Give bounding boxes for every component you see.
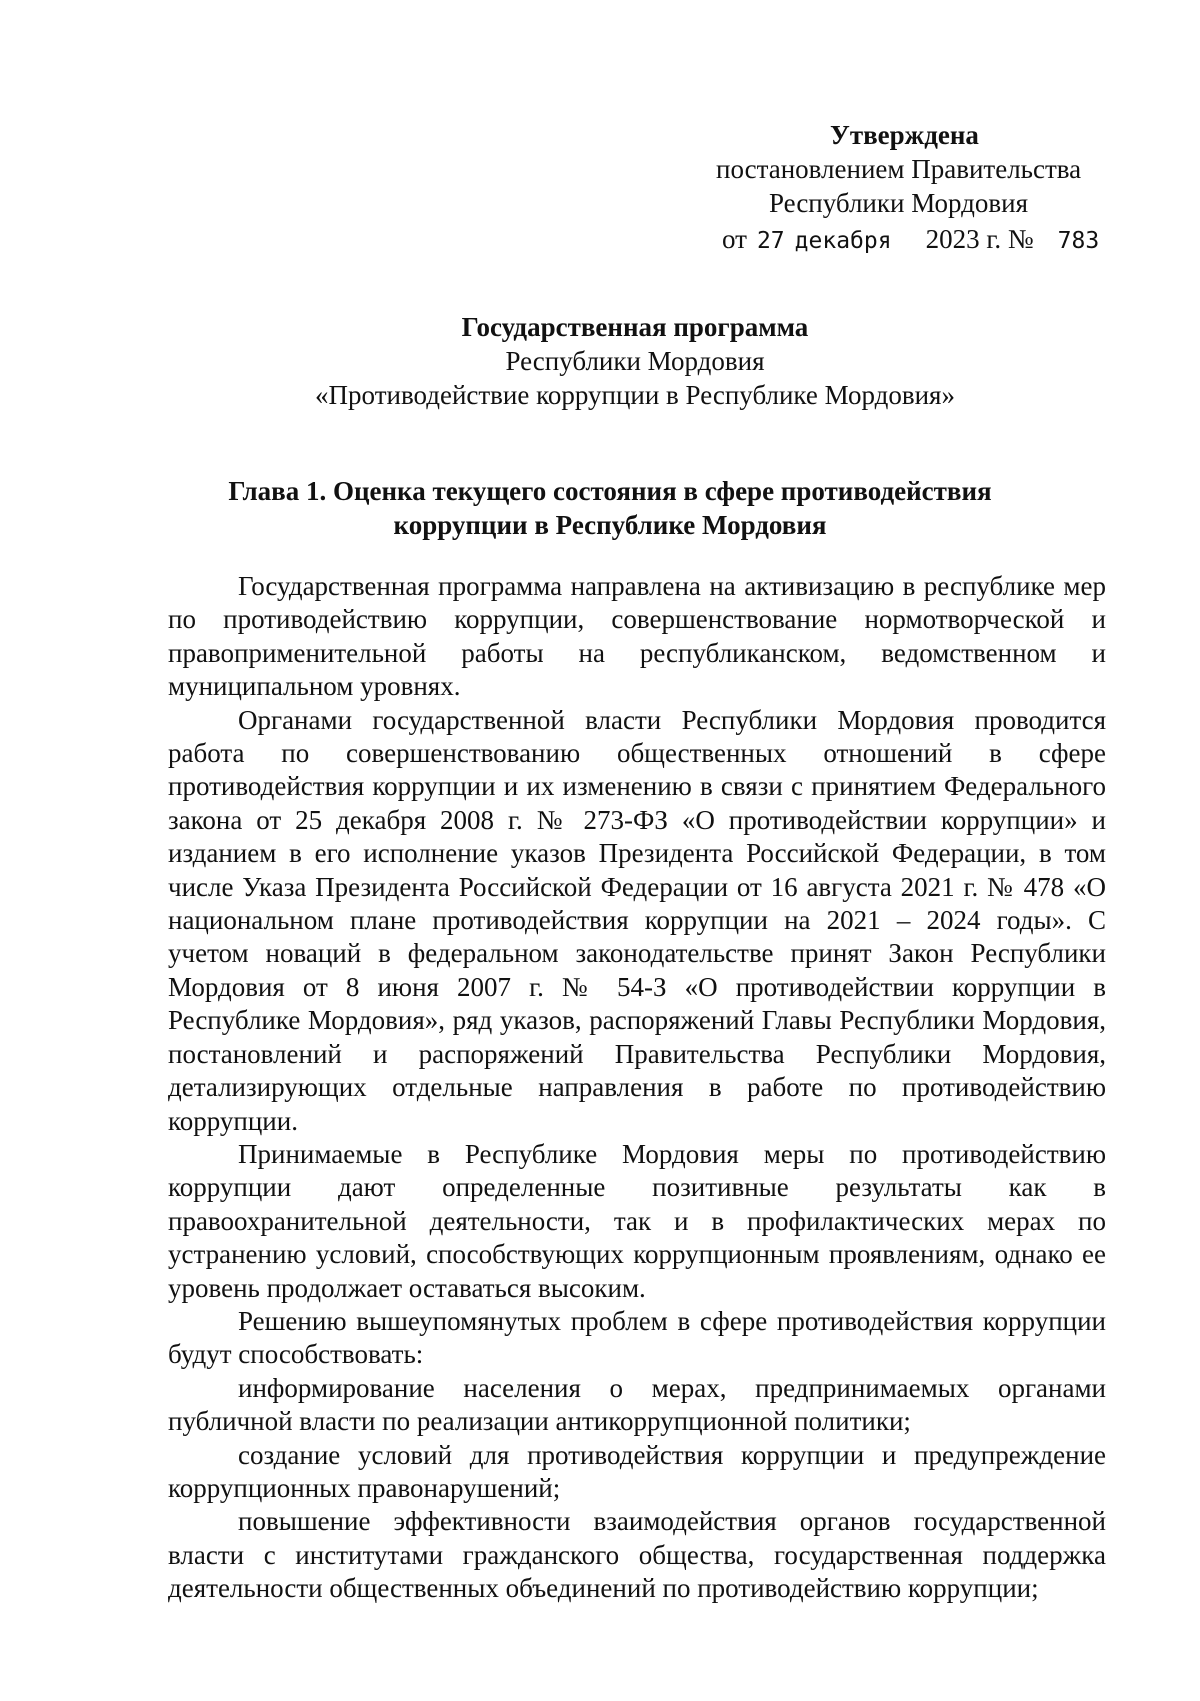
program-name: «Противодействие коррупции в Республике Мордовия» — [315, 380, 955, 410]
body-text — [168, 570, 1106, 1606]
paragraph-5: информирование населения о мерах, предпринимаемых органами публичной власти по реализации антикоррупционной политики; — [168, 1372, 1106, 1437]
date-prefix: от — [722, 224, 747, 254]
approval-organization: Республики Мордовия — [769, 188, 1029, 218]
program-title: Государственная программа — [461, 312, 809, 342]
paragraph-6: создание условий для противодействия коррупции и предупреждение коррупционных правонарушений; — [168, 1439, 1106, 1503]
date-day: 27 — [756, 228, 785, 254]
paragraph-4: Решению вышеупомянутых проблем в сфере противодействия коррупции будут способствовать: — [168, 1305, 1106, 1370]
paragraph-3: Принимаемые в Республике Мордовия меры по противодействию коррупции дают определенные позитивные результаты как в правоохранительной деятельности, так и в профилактических мерах по устранению условий, способствующих коррупционным проявлениям, однако ее уровень продолжает оставаться высоким. — [168, 1138, 1106, 1303]
paragraph-1: Государственная программа направлена на активизацию в республике мер по противодействию коррупции, совершенствование нормотворческой и правоприменительной работы на республиканском, ведомственном и муниципальном уровнях. — [168, 571, 1106, 702]
chapter-heading-line-2: коррупции в Республике Мордовия — [393, 510, 827, 540]
chapter-heading-line-1: Глава 1. Оценка текущего состояния в сфере противодействия — [228, 476, 992, 506]
date-month: декабря — [794, 228, 892, 254]
paragraph-2: Органами государственной власти Республики Мордовия проводится работа по совершенствованию общественных отношений в сфере противодействия коррупции и их изменению в связи с принятием Федерального закона от 25 декабря 2008 г. № 273-ФЗ «О противодействии коррупции» и изданием в его исполнение указов Президента Российской Федерации, в том числе Указа Президента Российской Федерации от 16 августа 2021 г. № 478 «О национальном плане противодействия коррупции на 2021 – 2024 годы». С учетом новаций в федеральном законодательстве принят Закон Республики Мордовия от 8 июня 2007 г. № 54-З «О противодействии коррупции в Республике Мордовия», ряд указов, распоряжений Главы Республики Мордовия, постановлений и распоряжений Правительства Республики Мордовия, детализирующих отдельные направления в работе по противодействию коррупции. — [168, 704, 1106, 1136]
program-title-block — [0, 310, 1200, 412]
approval-authority: постановлением Правительства — [716, 154, 1082, 184]
approval-date-line — [722, 222, 1099, 258]
paragraph-7: повышение эффективности взаимодействия органов государственной власти с институтами гражданского общества, государственная поддержка деятельности общественных объединений по противодействию коррупции; — [168, 1506, 1106, 1604]
program-subtitle: Республики Мордовия — [505, 346, 765, 376]
chapter-heading — [0, 474, 1200, 542]
date-year: 2023 г. № — [925, 224, 1034, 254]
document-number: 783 — [1057, 228, 1100, 254]
approval-title: Утверждена — [830, 120, 979, 150]
